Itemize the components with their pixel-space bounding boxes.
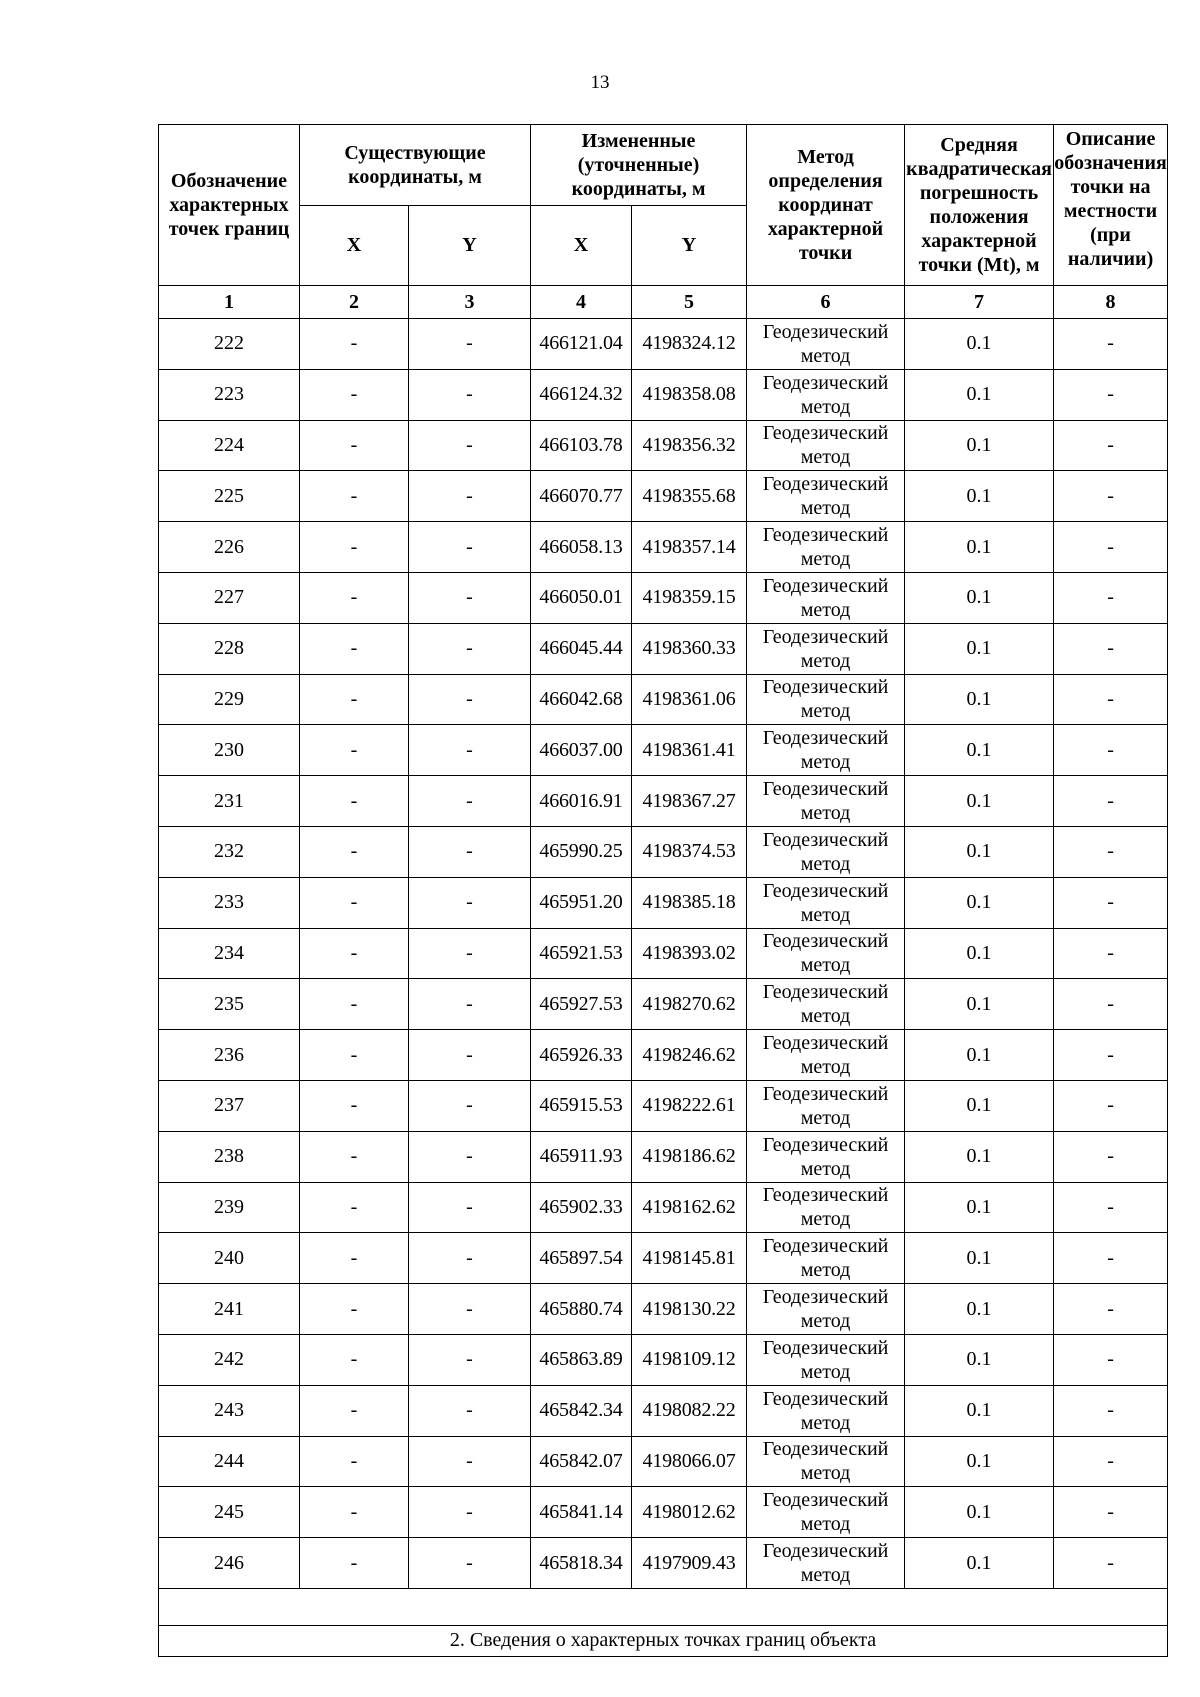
x-cell: 465911.93 [531,1131,632,1182]
existing-y-cell: - [409,928,531,979]
point-cell: 243 [159,1385,300,1436]
section-title: 2. Сведения о характерных точках границ объекта [159,1625,1168,1656]
column-number: 6 [747,286,905,319]
x-cell: 466045.44 [531,623,632,674]
x-cell: 466016.91 [531,776,632,827]
description-cell: - [1054,623,1168,674]
method-cell: Геодезический метод [747,1284,905,1335]
x-cell: 465842.07 [531,1436,632,1487]
method-cell: Геодезический метод [747,369,905,420]
blank-cell [159,1588,1168,1625]
table-row [159,1080,1168,1131]
table-row [159,877,1168,928]
point-cell: 238 [159,1131,300,1182]
column-number: 5 [632,286,747,319]
table-row [159,1131,1168,1182]
table-row [159,725,1168,776]
point-cell: 232 [159,826,300,877]
x-cell: 466037.00 [531,725,632,776]
y-cell: 4198360.33 [632,623,747,674]
blank-row [159,1588,1168,1625]
table-row [159,319,1168,370]
x-cell: 466070.77 [531,471,632,522]
existing-x-cell: - [300,877,409,928]
description-cell: - [1054,522,1168,573]
existing-y-cell: - [409,877,531,928]
existing-x-cell: - [300,1080,409,1131]
y-cell: 4198358.08 [632,369,747,420]
y-cell: 4198385.18 [632,877,747,928]
x-cell: 465990.25 [531,826,632,877]
mean-error-cell: 0.1 [905,1284,1054,1335]
point-cell: 228 [159,623,300,674]
existing-y-cell: - [409,1030,531,1081]
table-row [159,1487,1168,1538]
description-cell: - [1054,979,1168,1030]
y-cell: 4198186.62 [632,1131,747,1182]
table-row [159,471,1168,522]
x-cell: 466050.01 [531,572,632,623]
x-cell: 465841.14 [531,1487,632,1538]
point-cell: 241 [159,1284,300,1335]
method-cell: Геодезический метод [747,1182,905,1233]
column-number: 2 [300,286,409,319]
description-cell: - [1054,1487,1168,1538]
mean-error-cell: 0.1 [905,725,1054,776]
point-cell: 226 [159,522,300,573]
description-cell: - [1054,1131,1168,1182]
existing-x-cell: - [300,471,409,522]
mean-error-cell: 0.1 [905,420,1054,471]
mean-error-cell: 0.1 [905,826,1054,877]
x-cell: 466124.32 [531,369,632,420]
table-row [159,369,1168,420]
point-cell: 233 [159,877,300,928]
y-cell: 4198324.12 [632,319,747,370]
header-description: Описание обозначения точки на местности (при наличии) [1054,125,1168,286]
method-cell: Геодезический метод [747,1385,905,1436]
y-cell: 4198012.62 [632,1487,747,1538]
existing-x-cell: - [300,319,409,370]
existing-x-cell: - [300,1487,409,1538]
description-cell: - [1054,725,1168,776]
y-cell: 4198145.81 [632,1233,747,1284]
table-row [159,826,1168,877]
description-cell: - [1054,776,1168,827]
mean-error-cell: 0.1 [905,1030,1054,1081]
header-method: Метод определения координат характерной точки [747,125,905,286]
method-cell: Геодезический метод [747,319,905,370]
table-row [159,1334,1168,1385]
method-cell: Геодезический метод [747,1487,905,1538]
x-cell: 466121.04 [531,319,632,370]
table-row [159,1284,1168,1335]
existing-x-cell: - [300,369,409,420]
existing-x-cell: - [300,1538,409,1589]
x-cell: 465880.74 [531,1284,632,1335]
mean-error-cell: 0.1 [905,572,1054,623]
existing-y-cell: - [409,369,531,420]
description-cell: - [1054,572,1168,623]
mean-error-cell: 0.1 [905,1080,1054,1131]
existing-y-cell: - [409,1233,531,1284]
existing-y-cell: - [409,623,531,674]
point-cell: 240 [159,1233,300,1284]
existing-y-cell: - [409,979,531,1030]
table-row [159,1538,1168,1589]
header-changed-y: Y [632,205,747,286]
table-row [159,1030,1168,1081]
point-cell: 244 [159,1436,300,1487]
method-cell: Геодезический метод [747,877,905,928]
method-cell: Геодезический метод [747,1030,905,1081]
table-row [159,928,1168,979]
description-cell: - [1054,1030,1168,1081]
description-cell: - [1054,1284,1168,1335]
y-cell: 4198361.06 [632,674,747,725]
table-row [159,1233,1168,1284]
column-numbers-row [159,286,1168,319]
mean-error-cell: 0.1 [905,776,1054,827]
mean-error-cell: 0.1 [905,1538,1054,1589]
header-changed-x: X [531,205,632,286]
y-cell: 4198361.41 [632,725,747,776]
method-cell: Геодезический метод [747,572,905,623]
point-cell: 234 [159,928,300,979]
y-cell: 4198356.32 [632,420,747,471]
existing-y-cell: - [409,674,531,725]
mean-error-cell: 0.1 [905,1385,1054,1436]
existing-x-cell: - [300,1385,409,1436]
description-cell: - [1054,420,1168,471]
mean-error-cell: 0.1 [905,1334,1054,1385]
existing-y-cell: - [409,471,531,522]
existing-x-cell: - [300,420,409,471]
section-row [159,1625,1168,1656]
page-number: 13 [590,72,610,93]
boundary-points-table [158,124,1168,1657]
y-cell: 4198246.62 [632,1030,747,1081]
table-row [159,1385,1168,1436]
point-cell: 245 [159,1487,300,1538]
point-cell: 230 [159,725,300,776]
method-cell: Геодезический метод [747,928,905,979]
table-row [159,674,1168,725]
description-cell: - [1054,1080,1168,1131]
method-cell: Геодезический метод [747,522,905,573]
method-cell: Геодезический метод [747,725,905,776]
point-cell: 231 [159,776,300,827]
existing-y-cell: - [409,1538,531,1589]
existing-y-cell: - [409,725,531,776]
header-existing-x: X [300,205,409,286]
table-row [159,420,1168,471]
point-cell: 246 [159,1538,300,1589]
table-row [159,623,1168,674]
mean-error-cell: 0.1 [905,471,1054,522]
existing-x-cell: - [300,1436,409,1487]
method-cell: Геодезический метод [747,1080,905,1131]
existing-x-cell: - [300,522,409,573]
existing-x-cell: - [300,1334,409,1385]
existing-y-cell: - [409,1131,531,1182]
existing-x-cell: - [300,572,409,623]
existing-y-cell: - [409,522,531,573]
existing-y-cell: - [409,776,531,827]
existing-x-cell: - [300,1030,409,1081]
mean-error-cell: 0.1 [905,1182,1054,1233]
y-cell: 4198082.22 [632,1385,747,1436]
existing-y-cell: - [409,572,531,623]
existing-x-cell: - [300,928,409,979]
existing-x-cell: - [300,674,409,725]
x-cell: 465927.53 [531,979,632,1030]
y-cell: 4198270.62 [632,979,747,1030]
table-row [159,776,1168,827]
existing-y-cell: - [409,1436,531,1487]
x-cell: 465818.34 [531,1538,632,1589]
x-cell: 465897.54 [531,1233,632,1284]
header-existing-y: Y [409,205,531,286]
mean-error-cell: 0.1 [905,928,1054,979]
y-cell: 4198162.62 [632,1182,747,1233]
description-cell: - [1054,674,1168,725]
y-cell: 4198393.02 [632,928,747,979]
y-cell: 4198130.22 [632,1284,747,1335]
description-cell: - [1054,928,1168,979]
existing-y-cell: - [409,1385,531,1436]
description-cell: - [1054,471,1168,522]
existing-x-cell: - [300,725,409,776]
y-cell: 4197909.43 [632,1538,747,1589]
point-cell: 229 [159,674,300,725]
mean-error-cell: 0.1 [905,1487,1054,1538]
method-cell: Геодезический метод [747,420,905,471]
point-cell: 222 [159,319,300,370]
method-cell: Геодезический метод [747,1538,905,1589]
description-cell: - [1054,1182,1168,1233]
x-cell: 466058.13 [531,522,632,573]
x-cell: 465842.34 [531,1385,632,1436]
existing-y-cell: - [409,826,531,877]
mean-error-cell: 0.1 [905,369,1054,420]
y-cell: 4198357.14 [632,522,747,573]
table-row [159,522,1168,573]
description-cell: - [1054,1334,1168,1385]
column-number: 7 [905,286,1054,319]
header-changed-coords: Измененные (уточненные) координаты, м [531,125,747,206]
point-cell: 242 [159,1334,300,1385]
existing-x-cell: - [300,979,409,1030]
mean-error-cell: 0.1 [905,1233,1054,1284]
mean-error-cell: 0.1 [905,979,1054,1030]
point-cell: 239 [159,1182,300,1233]
mean-error-cell: 0.1 [905,1436,1054,1487]
y-cell: 4198355.68 [632,471,747,522]
point-cell: 223 [159,369,300,420]
existing-y-cell: - [409,1182,531,1233]
table-row [159,1436,1168,1487]
y-cell: 4198222.61 [632,1080,747,1131]
x-cell: 465921.53 [531,928,632,979]
column-number: 4 [531,286,632,319]
header-existing-coords: Существующие координаты, м [300,125,531,206]
point-cell: 235 [159,979,300,1030]
column-number: 3 [409,286,531,319]
existing-x-cell: - [300,776,409,827]
method-cell: Геодезический метод [747,623,905,674]
existing-x-cell: - [300,1233,409,1284]
table-row [159,572,1168,623]
point-cell: 236 [159,1030,300,1081]
mean-error-cell: 0.1 [905,877,1054,928]
description-cell: - [1054,1233,1168,1284]
table-row [159,979,1168,1030]
mean-error-cell: 0.1 [905,319,1054,370]
y-cell: 4198374.53 [632,826,747,877]
x-cell: 465902.33 [531,1182,632,1233]
header-point-designation: Обозначение характерных точек границ [159,125,300,286]
mean-error-cell: 0.1 [905,1131,1054,1182]
point-cell: 224 [159,420,300,471]
x-cell: 465951.20 [531,877,632,928]
existing-x-cell: - [300,1284,409,1335]
point-cell: 225 [159,471,300,522]
description-cell: - [1054,1385,1168,1436]
y-cell: 4198367.27 [632,776,747,827]
y-cell: 4198066.07 [632,1436,747,1487]
x-cell: 466103.78 [531,420,632,471]
method-cell: Геодезический метод [747,471,905,522]
x-cell: 465915.53 [531,1080,632,1131]
x-cell: 466042.68 [531,674,632,725]
existing-x-cell: - [300,1131,409,1182]
method-cell: Геодезический метод [747,674,905,725]
existing-x-cell: - [300,623,409,674]
point-cell: 237 [159,1080,300,1131]
y-cell: 4198109.12 [632,1334,747,1385]
existing-y-cell: - [409,1487,531,1538]
mean-error-cell: 0.1 [905,674,1054,725]
method-cell: Геодезический метод [747,1436,905,1487]
table-row [159,1182,1168,1233]
header-mean-error: Средняя квадратическая погрешность положения характерной точки (Mt), м [905,125,1054,286]
description-cell: - [1054,826,1168,877]
x-cell: 465926.33 [531,1030,632,1081]
existing-y-cell: - [409,420,531,471]
method-cell: Геодезический метод [747,1334,905,1385]
description-cell: - [1054,369,1168,420]
column-number: 1 [159,286,300,319]
method-cell: Геодезический метод [747,1131,905,1182]
x-cell: 465863.89 [531,1334,632,1385]
column-number: 8 [1054,286,1168,319]
point-cell: 227 [159,572,300,623]
description-cell: - [1054,319,1168,370]
description-cell: - [1054,1436,1168,1487]
y-cell: 4198359.15 [632,572,747,623]
mean-error-cell: 0.1 [905,623,1054,674]
existing-y-cell: - [409,1334,531,1385]
method-cell: Геодезический метод [747,826,905,877]
description-cell: - [1054,877,1168,928]
method-cell: Геодезический метод [747,1233,905,1284]
method-cell: Геодезический метод [747,979,905,1030]
description-cell: - [1054,1538,1168,1589]
method-cell: Геодезический метод [747,776,905,827]
existing-y-cell: - [409,1284,531,1335]
existing-y-cell: - [409,319,531,370]
existing-y-cell: - [409,1080,531,1131]
mean-error-cell: 0.1 [905,522,1054,573]
existing-x-cell: - [300,826,409,877]
existing-x-cell: - [300,1182,409,1233]
